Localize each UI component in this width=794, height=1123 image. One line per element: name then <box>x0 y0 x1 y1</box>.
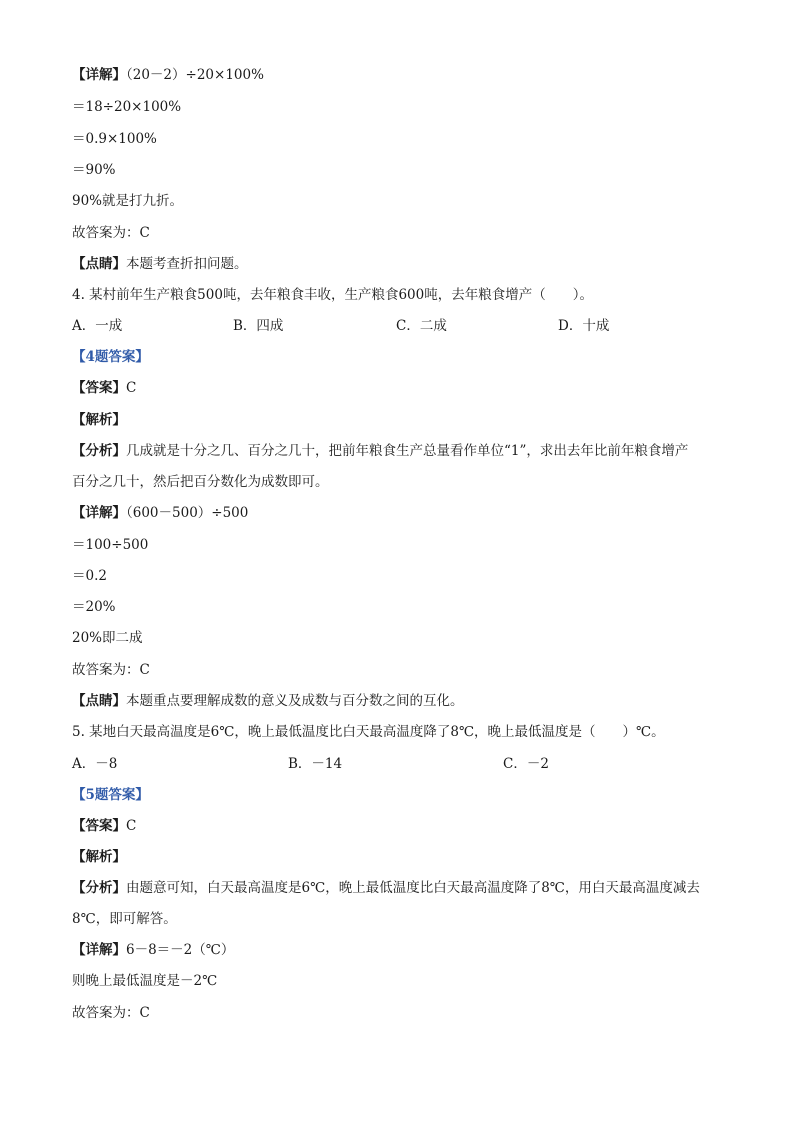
fenxi-text: 几成就是十分之几、百分之几十，把前年粮食生产总量看作单位“1”，求出去年比前年粮食增产 <box>126 443 689 459</box>
q4-analysis-header: 【解析】 <box>72 412 126 428</box>
answer-text: 故答案为：C <box>72 662 150 678</box>
fenxi-label: 【分析】 <box>72 443 126 459</box>
q5-option-a: A．－8 <box>72 756 118 772</box>
comment-label: 【点睛】 <box>72 256 126 272</box>
q5-fenxi-continuation: 8℃，即可解答。 <box>72 911 177 927</box>
detail-expression: （20－2）÷20×100% <box>126 67 264 83</box>
q4-option-a: A．一成 <box>72 318 123 334</box>
answer-text: 故答案为：C <box>72 1005 150 1021</box>
result-text: 则晚上最低温度是－2℃ <box>72 973 218 989</box>
comment-label: 【点睛】 <box>72 693 126 709</box>
comment-text: 本题考查折扣问题。 <box>126 256 248 272</box>
answer-value: C <box>126 818 137 834</box>
answer-value: C <box>126 380 137 396</box>
detail-expression: 6－8＝－2（℃） <box>126 942 235 958</box>
q5-analysis-header: 【解析】 <box>72 849 126 865</box>
q4-option-b: B．四成 <box>233 318 284 334</box>
detail-expression: （600－500）÷500 <box>126 505 249 521</box>
q5-fenxi-line <box>72 879 700 897</box>
calc-step: ＝100÷500 <box>72 537 149 553</box>
q4-detail-line <box>72 504 248 522</box>
q5-detail-line <box>72 941 234 959</box>
q4-answer-line <box>72 379 136 397</box>
q5-option-c: C．－2 <box>503 756 549 772</box>
q5-option-b: B．－14 <box>288 756 343 772</box>
comment-line <box>72 692 464 710</box>
note-text: 20%即二成 <box>72 630 143 646</box>
fenxi-text: 由题意可知，白天最高温度是6℃，晚上最低温度比白天最高温度降了8℃，用白天最高温度减去 <box>126 880 700 896</box>
q4-fenxi-continuation: 百分之几十，然后把百分数化为成数即可。 <box>72 474 329 490</box>
note-text: 90%就是打九折。 <box>72 193 184 209</box>
fenxi-label: 【分析】 <box>72 880 126 896</box>
detail-label: 【详解】 <box>72 942 126 958</box>
q4-option-d: D．十成 <box>558 318 610 334</box>
comment-text: 本题重点要理解成数的意义及成数与百分数之间的互化。 <box>126 693 464 709</box>
question-5-text: 5. 某地白天最高温度是6℃，晚上最低温度比白天最高温度降了8℃，晚上最低温度是（ ）℃。 <box>72 724 665 740</box>
calc-step: ＝20% <box>72 599 116 615</box>
detail-label: 【详解】 <box>72 67 126 83</box>
q5-answer-header: 【5题答案】 <box>72 787 149 803</box>
comment-line <box>72 255 248 273</box>
detail-label: 【详解】 <box>72 505 126 521</box>
answer-label: 【答案】 <box>72 380 126 396</box>
q4-option-c: C．二成 <box>396 318 447 334</box>
q4-answer-header: 【4题答案】 <box>72 349 149 365</box>
q5-answer-line <box>72 817 136 835</box>
detail-line <box>72 66 264 84</box>
q4-fenxi-line <box>72 442 688 460</box>
calc-step: ＝0.2 <box>72 568 107 584</box>
answer-label: 【答案】 <box>72 818 126 834</box>
calc-step: ＝18÷20×100% <box>72 99 182 115</box>
calc-step: ＝0.9×100% <box>72 131 157 147</box>
calc-step: ＝90% <box>72 162 116 178</box>
answer-text: 故答案为：C <box>72 225 150 241</box>
question-4-text: 4. 某村前年生产粮食500吨，去年粮食丰收，生产粮食600吨，去年粮食增产（ ）。 <box>72 287 593 303</box>
